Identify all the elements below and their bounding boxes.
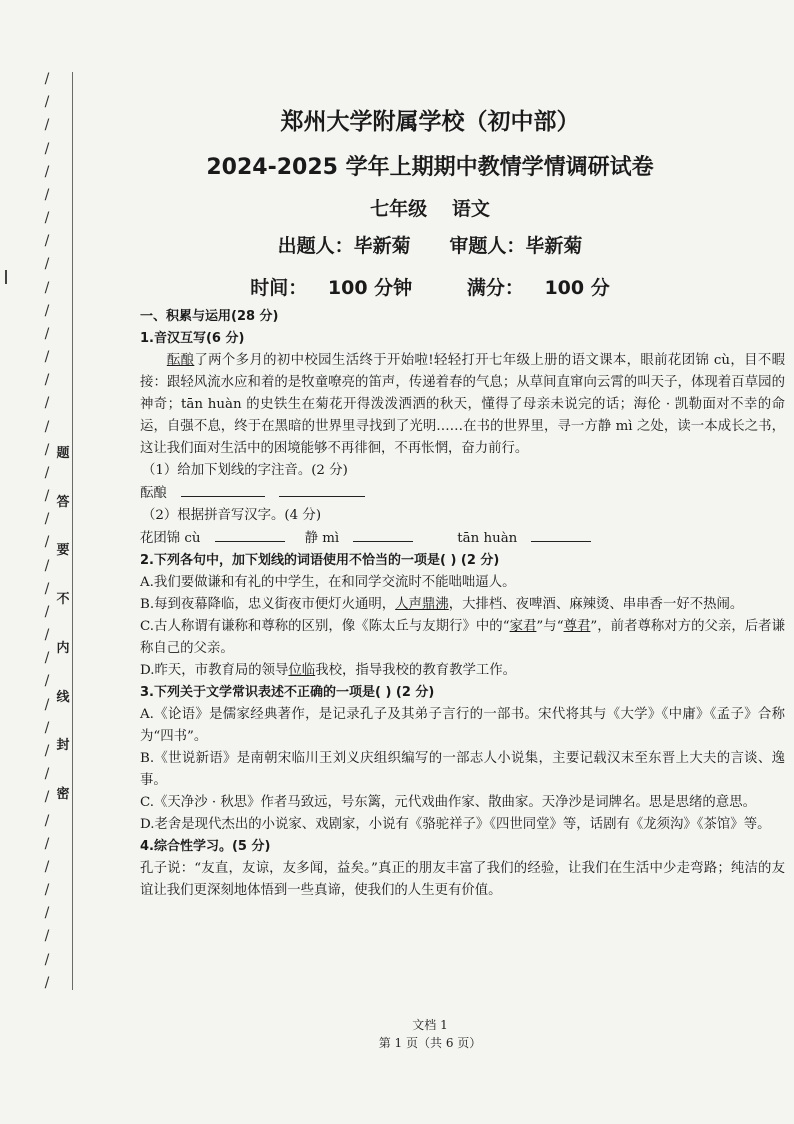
subject: 语文 xyxy=(451,198,490,220)
option-text: 我校，指导我校的教育教学工作。 xyxy=(315,663,517,678)
setter: 出题人：毕新菊 xyxy=(277,235,411,257)
option-c: C.《天净沙 · 秋思》作者马致远，号东篱，元代戏曲作家、散曲家。天净沙是词牌名。思是思绪的意思。 xyxy=(140,795,756,810)
binding-char: 封 xyxy=(56,738,70,754)
binding-dash: / xyxy=(44,372,50,389)
binding-dash: / xyxy=(44,974,50,991)
option-text: ”与“ xyxy=(536,619,564,634)
binding-dash: / xyxy=(44,673,50,690)
question-4-title: 4.综合性学习。(5 分) xyxy=(140,839,271,854)
section-title: 一、积累与运用(28 分) xyxy=(140,309,279,324)
binding-dash: / xyxy=(44,603,50,620)
answer-blank[interactable] xyxy=(353,527,413,542)
binding-dash: / xyxy=(44,696,50,713)
doc-label: 文档 1 xyxy=(412,1018,448,1032)
binding-char: 要 xyxy=(56,543,70,559)
underlined-word: 酝酿 xyxy=(166,353,195,368)
time-label: 时间： xyxy=(250,277,308,299)
binding-dash: / xyxy=(44,742,50,759)
binding-char: 答 xyxy=(56,494,70,510)
binding-char: 线 xyxy=(56,689,70,705)
binding-char: 不 xyxy=(56,592,70,608)
exam-title: 2024-2025 学年上期期中教情学情调研试卷 xyxy=(206,155,654,180)
underlined-word: 尊君 xyxy=(563,619,591,634)
option-a: A.《论语》是儒家经典著作，是记录孔子及其弟子言行的一部书。宋代将其与《大学》《中庸》《孟子》合称为“四书”。 xyxy=(140,707,785,744)
binding-dash: / xyxy=(44,117,50,134)
reviewer: 审题人：毕新菊 xyxy=(449,235,583,257)
binding-dash: / xyxy=(44,395,50,412)
option-text: ，大排档、夜啤酒、麻辣烫、串串香一好不热闹。 xyxy=(448,597,744,612)
option-text: C.古人称谓有谦称和尊称的区别，像《陈太丘与友期行》中的“ xyxy=(140,619,510,634)
sub2-answer-row xyxy=(140,527,785,550)
option-c xyxy=(140,616,785,660)
binding-dash: / xyxy=(44,835,50,852)
question-1-sub2: （2）根据拼音写汉字。(4 分) xyxy=(142,508,322,523)
binding-dash: / xyxy=(44,140,50,157)
binding-dash: / xyxy=(44,627,50,644)
option-d xyxy=(140,660,785,682)
pinyin-item: 静 mì xyxy=(304,531,340,546)
binding-dash: / xyxy=(44,534,50,551)
option-b xyxy=(140,594,785,616)
binding-dash: / xyxy=(44,302,50,319)
binding-dash: / xyxy=(44,511,50,528)
binding-dash: / xyxy=(44,441,50,458)
sub1-answer-row xyxy=(140,482,785,505)
underlined-word: 人声鼎沸 xyxy=(395,597,449,612)
binding-dash: / xyxy=(44,928,50,945)
binding-dash: / xyxy=(44,719,50,736)
school-name: 郑州大学附属学校（初中部） xyxy=(280,109,580,135)
binding-dash: / xyxy=(44,882,50,899)
answer-blank[interactable] xyxy=(181,482,265,497)
binding-char: 密 xyxy=(56,786,70,802)
score-value: 100 分 xyxy=(544,277,610,299)
binding-dash: / xyxy=(44,210,50,227)
question-1-title: 1.音汉互写(6 分) xyxy=(140,331,245,346)
binding-dash: / xyxy=(44,858,50,875)
binding-dash: / xyxy=(44,766,50,783)
time-value: 100 分钟 xyxy=(327,277,413,299)
exam-body xyxy=(140,306,785,902)
binding-dash: / xyxy=(44,488,50,505)
option-text: D.昨天，市教育局的领导 xyxy=(140,663,289,678)
binding-dash: / xyxy=(44,325,50,342)
binding-dash: / xyxy=(44,71,50,87)
pinyin-item: tān huàn xyxy=(457,531,518,546)
sub1-word: 酝酿 xyxy=(140,486,167,501)
underlined-word: 位临 xyxy=(288,663,316,678)
scan-mark xyxy=(5,270,7,284)
binding-dash: / xyxy=(44,789,50,806)
binding-dash: / xyxy=(44,418,50,435)
binding-dash: / xyxy=(44,580,50,597)
binding-dash: / xyxy=(44,279,50,296)
binding-char: 内 xyxy=(56,640,70,656)
binding-dash-line xyxy=(40,72,54,990)
binding-dash: / xyxy=(44,812,50,829)
option-a: A.我们要做谦和有礼的中学生，在和同学交流时不能咄咄逼人。 xyxy=(140,575,516,590)
setters xyxy=(90,231,770,258)
passage-text: 了两个多月的初中校园生活终于开始啦!轻轻打开七年级上册的语文课本，眼前花团锦 cù，目不暇接：跟轻风流水应和着的是牧童嘹亮的笛声，传递着春的气息；从草间直窜向云霄的叫天子，体现着百草园的神奇；tān huàn 的史铁生在菊花开得泼泼洒洒的秋天，懂得了母亲未说完的话；海伦 · 凯勒面对不幸的命运，自强不息，终于在黑暗的世界里寻找到了光明……在书的世界里，寻一方静 mì 之处，读一本成长之书，这让我们面对生活中的困境能够不再徘徊，不再怅惘，奋力前行。 xyxy=(140,353,786,456)
binding-dash: / xyxy=(44,349,50,366)
option-b: B.《世说新语》是南朝宋临川王刘义庆组织编写的一部志人小说集，主要记载汉末至东晋上大夫的言谈、逸事。 xyxy=(140,751,785,788)
question-1-passage xyxy=(140,350,785,460)
option-text: B.每到夜幕降临，忠义街夜市便灯火通明， xyxy=(140,597,396,612)
binding-char: 题 xyxy=(56,446,70,461)
page-number: 第 1 页（共 6 页） xyxy=(378,1036,482,1050)
time-score xyxy=(90,273,770,300)
question-4-text: 孔子说：“友直，友谅，友多闻，益矣。”真正的朋友丰富了我们的经验，让我们在生活中少走弯路；纯洁的友谊让我们更深刻地体悟到一些真谛，使我们的人生更有价值。 xyxy=(140,861,785,898)
underlined-word: 家君 xyxy=(509,619,537,634)
answer-blank[interactable] xyxy=(215,527,285,542)
option-d: D.老舍是现代杰出的小说家、戏剧家，小说有《骆驼祥子》《四世同堂》等，话剧有《龙须沟》《茶馆》等。 xyxy=(140,817,771,832)
binding-dash: / xyxy=(44,905,50,922)
answer-blank[interactable] xyxy=(279,482,365,497)
binding-dash: / xyxy=(44,256,50,273)
grade: 七年级 xyxy=(370,198,428,220)
option-text: ”，前者尊称对方的父亲，后者谦称自己的父亲。 xyxy=(140,619,785,656)
pinyin-item: 花团锦 cù xyxy=(140,531,201,546)
answer-blank[interactable] xyxy=(531,527,591,542)
binding-dash: / xyxy=(44,951,50,968)
binding-notice xyxy=(54,442,72,802)
grade-subject xyxy=(90,194,770,221)
binding-dash: / xyxy=(44,557,50,574)
binding-dash: / xyxy=(44,186,50,203)
score-label: 满分： xyxy=(466,277,524,299)
binding-strip xyxy=(38,72,73,990)
binding-dash: / xyxy=(44,233,50,250)
question-1-sub1: （1）给加下划线的字注音。(2 分) xyxy=(142,463,348,478)
binding-dash: / xyxy=(44,163,50,180)
binding-dash: / xyxy=(44,464,50,481)
question-2-title: 2.下列各句中，加下划线的词语使用不恰当的一项是( ) (2 分) xyxy=(140,553,500,568)
binding-dash: / xyxy=(44,650,50,667)
question-3-title: 3.下列关于文学常识表述不正确的一项是( ) (2 分) xyxy=(140,685,435,700)
binding-dash: / xyxy=(44,94,50,111)
